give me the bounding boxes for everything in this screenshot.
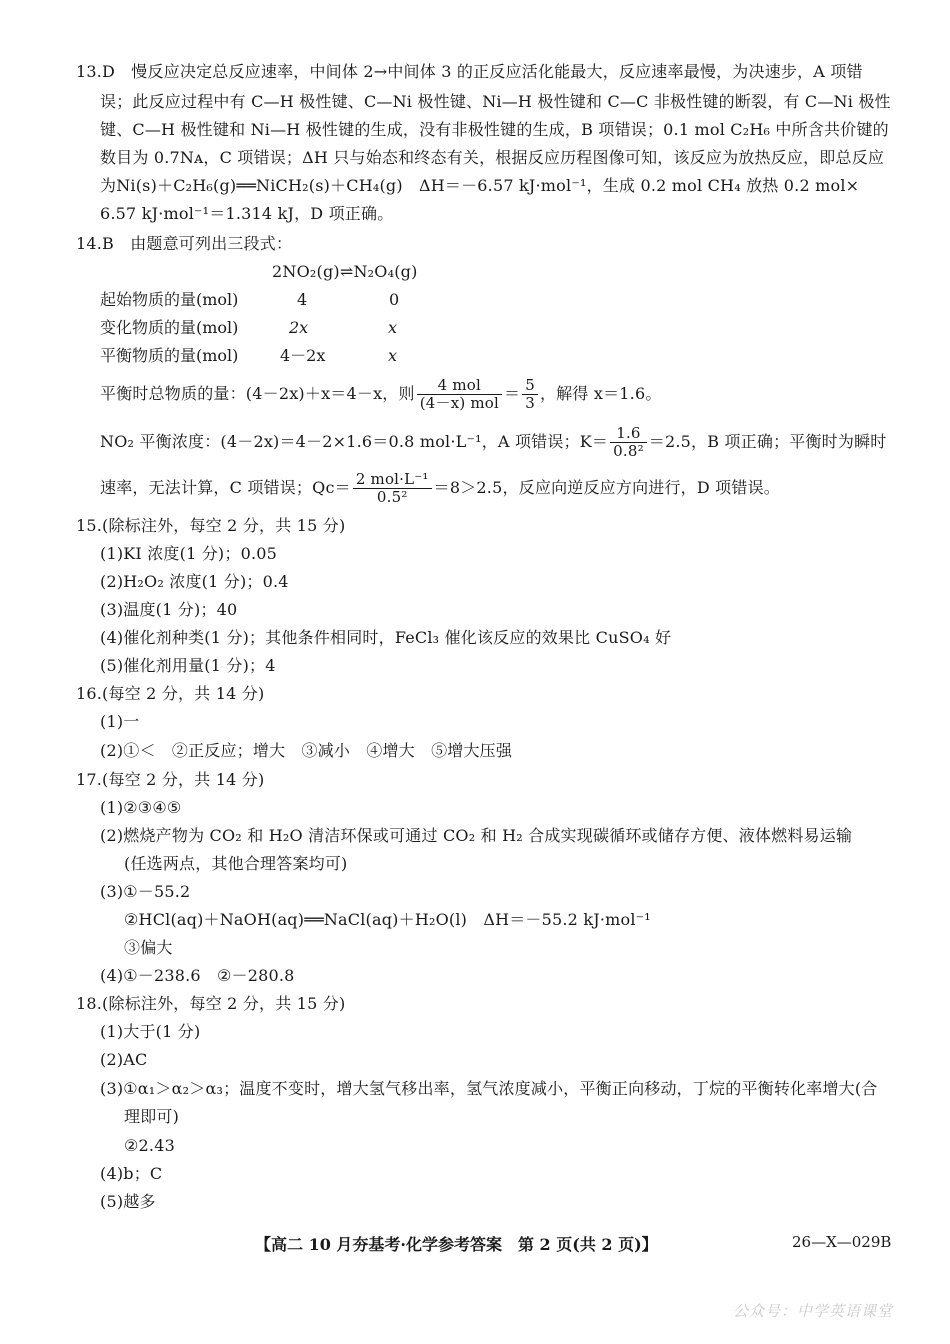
q17-item-3-2: ②HCl(aq)＋NaOH(aq)══NaCl(aq)＋H₂O(l) ΔH＝－55.2 kJ·mol⁻¹ [124,910,651,929]
q15-item-2: (2)H₂O₂ 浓度(1 分)；0.4 [100,572,289,591]
q14-ratio-frac-num: 5 [522,377,538,395]
q14-row-equilibrium-label: 平衡物质的量(mol) [100,346,239,365]
q18-item-3-2: ②2.43 [124,1136,175,1155]
q14-row-equilibrium-a: 4－2x [280,346,326,365]
q13-line-3: 键、C—H 极性键和 Ni—H 极性键的生成，没有非极性键的生成，B 项错误；0.1 mol C₂H₆ 中所含共价键的 [100,120,889,139]
q13-line-4: 数目为 0.7Nᴀ，C 项错误；ΔH 只与始态和终态有关，根据反应历程图像可知，该反应为放热反应，即总反应 [100,148,885,167]
q18-item-5: (5)越多 [100,1192,156,1211]
q14-total-pre: 平衡时总物质的量：(4－2x)＋x＝4－x，则 [100,384,415,403]
q14-total-frac-den: (4－x) mol [419,394,500,412]
q14-row-initial-a: 4 [297,290,308,309]
document-code: 26—X—029B [792,1233,892,1251]
q15-item-3: (3)温度(1 分)；40 [100,600,238,619]
q18-item-4: (4)b；C [100,1164,163,1183]
q14-conc-pre: NO₂ 平衡浓度：(4－2x)＝4－2×1.6＝0.8 mol·L⁻¹，A 项错误；K＝ [100,432,609,451]
q14-total-frac-num: 4 mol [417,377,502,395]
q15-item-1: (1)KI 浓度(1 分)；0.05 [100,544,277,563]
q13-line-6: 6.57 kJ·mol⁻¹＝1.314 kJ，D 项正确。 [100,204,394,223]
watermark-text: 公众号：中学英语课堂 [733,1302,894,1320]
q17-item-3-3: ③偏大 [124,938,173,957]
q18-item-3-cont: 理即可) [124,1107,180,1126]
q14-total-eq: ＝ [504,384,521,403]
q14-row-change-b: x [388,318,398,337]
q14-k-frac-num: 1.6 [610,425,647,443]
q14-row-change-a: 2x [289,318,309,337]
q14-qc-frac-num: 2 mol·L⁻¹ [353,471,432,489]
q13-line-1: 13.D 慢反应决定总反应速率，中间体 2→中间体 3 的正反应活化能最大，反应速率最慢，为决速步，A 项错 [76,62,863,81]
q14-qc-pre: 速率，无法计算，C 项错误；Qc＝ [100,478,351,497]
q18-header: 18.(除标注外，每空 2 分，共 15 分) [76,994,346,1013]
q18-item-3-1: (3)①α₁＞α₂＞α₃；温度不变时，增大氢气移出率，氢气浓度减小，平衡正向移动，丁烷的平衡转化率增大(合 [100,1079,878,1098]
q17-item-2: (2)燃烧产物为 CO₂ 和 H₂O 清洁环保或可通过 CO₂ 和 H₂ 合成实现碳循环或储存方便、液体燃料易运输 [100,826,853,845]
q14-total-line [100,374,662,414]
q13-line-5: 为Ni(s)＋C₂H₆(g)══NiCH₂(s)＋CH₄(g) ΔH＝－6.57 kJ·mol⁻¹，生成 0.2 mol CH₄ 放热 0.2 mol× [100,176,860,195]
q14-qc-frac-den: 0.5² [376,488,408,506]
q14-k-frac-den: 0.8² [613,442,644,460]
q16-header: 16.(每空 2 分，共 14 分) [76,684,265,703]
q14-total-fraction [417,377,502,412]
page-footer-title: 【高二 10 月夯基考·化学参考答案 第 2 页(共 2 页)】 [255,1235,658,1254]
q14-row-change-label: 变化物质的量(mol) [100,318,239,337]
q15-header: 15.(除标注外，每空 2 分，共 15 分) [76,516,346,535]
q18-item-1: (1)大于(1 分) [100,1022,201,1041]
q14-qc-post: ＝8＞2.5，反应向逆反应方向进行，D 项错误。 [433,478,780,497]
q15-item-4: (4)催化剂种类(1 分)；其他条件相同时，FeCl₃ 催化该反应的效果比 CuSO₄ 好 [100,628,672,647]
q14-row-equilibrium-b: x [388,346,398,365]
q14-line-1: 14.B 由题意可列出三段式： [76,234,293,253]
q18-item-2: (2)AC [100,1050,148,1069]
q14-equation: 2NO₂(g)⇌N₂O₄(g) [272,262,418,281]
q17-item-4: (4)①－238.6 ②－280.8 [100,966,295,985]
q14-k-fraction [610,425,647,460]
q16-item-1: (1)一 [100,712,140,731]
q14-total-post: ，解得 x＝1.6。 [539,384,662,403]
q17-header: 17.(每空 2 分，共 14 分) [76,770,265,789]
q14-conc-post: ＝2.5，B 项正确；平衡时为瞬时 [648,432,887,451]
q14-ratio-fraction [522,377,538,412]
q15-item-5: (5)催化剂用量(1 分)；4 [100,656,276,675]
q17-item-3-1: (3)①－55.2 [100,882,191,901]
q16-item-2: (2)①＜ ②正反应；增大 ③减小 ④增大 ⑤增大压强 [100,741,513,760]
q17-item-1: (1)②③④⑤ [100,798,182,817]
q14-conc-line [100,422,887,462]
q14-row-initial-b: 0 [389,290,400,309]
q17-item-2-note: (任选两点，其他合理答案均可) [124,854,348,873]
q14-ratio-frac-den: 3 [525,394,535,412]
q14-qc-fraction [353,471,432,506]
q13-line-2: 误；此反应过程中有 C—H 极性键、C—Ni 极性键、Ni—H 极性键和 C—C 非极性键的断裂，有 C—Ni 极性 [100,92,891,111]
q14-row-initial-label: 起始物质的量(mol) [100,290,239,309]
q14-qc-line [100,468,780,508]
